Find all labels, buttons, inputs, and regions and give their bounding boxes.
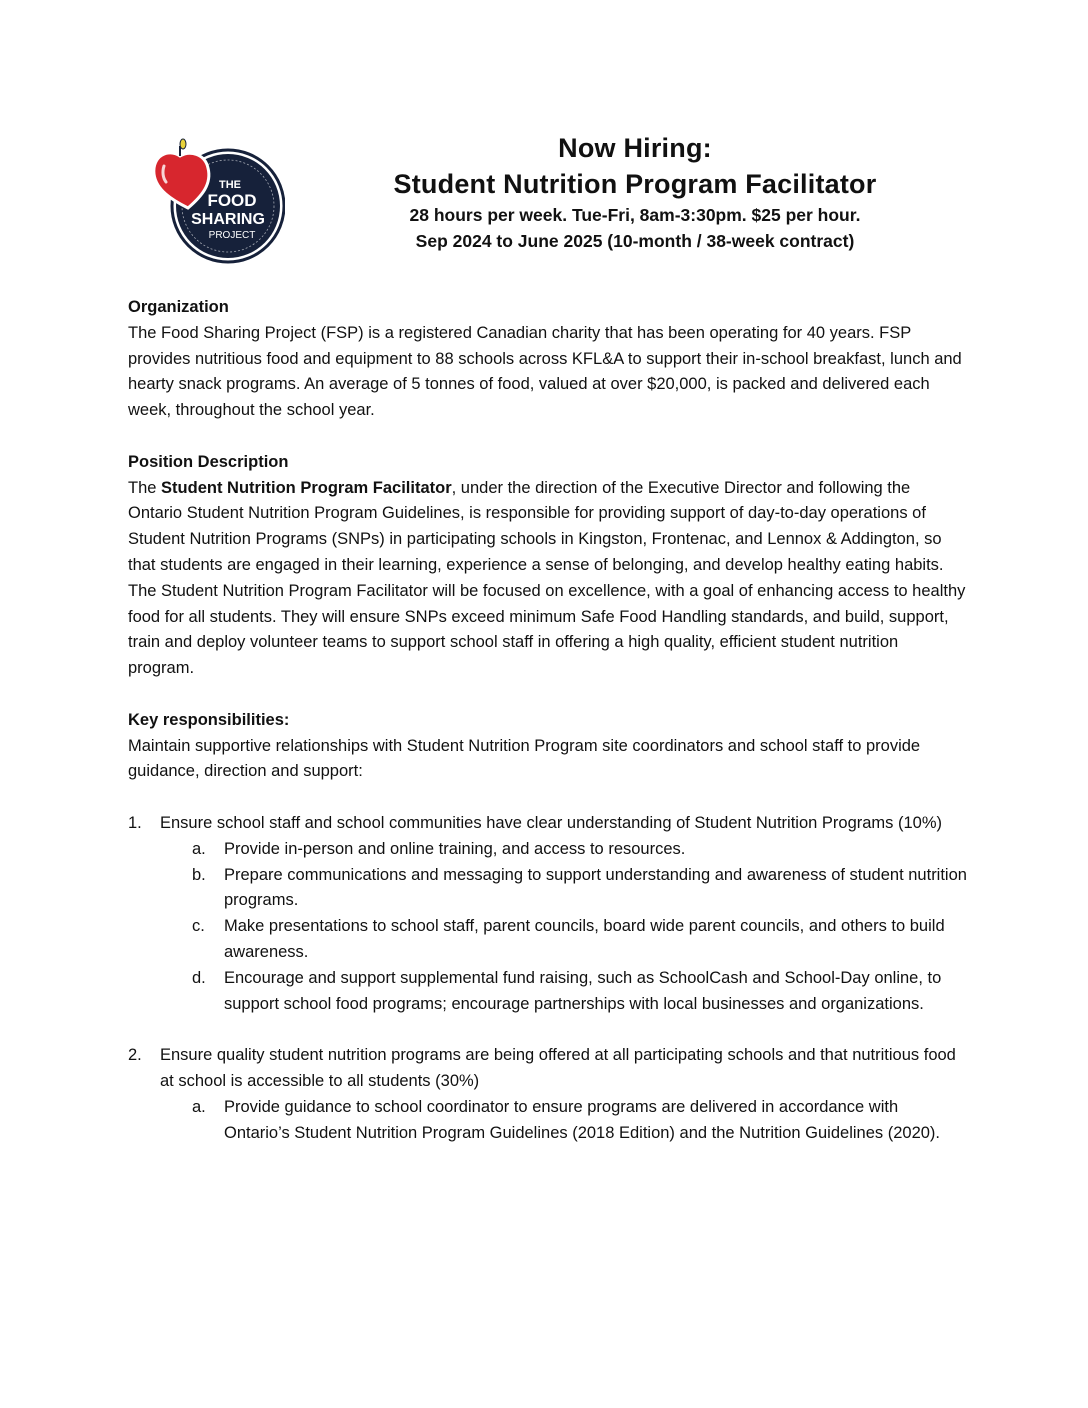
- svg-text:SHARING: SHARING: [191, 211, 265, 228]
- responsibility-subitem: [128, 914, 968, 966]
- subitem-text: Provide in-person and online training, and access to resources.: [224, 839, 686, 858]
- item-text: Ensure school staff and school communities have clear understanding of Student Nutrition Programs (10%): [160, 813, 943, 832]
- responsibility-subitem: [128, 1095, 968, 1147]
- contract-dates-line: Sep 2024 to June 2025 (10-month / 38-week contract): [415, 231, 855, 251]
- svg-text:THE: THE: [219, 179, 241, 191]
- food-sharing-project-logo: [150, 136, 285, 264]
- subitem-letter: b.: [192, 865, 206, 884]
- subitem-letter: c.: [192, 917, 205, 936]
- section-heading: Key responsibilities:: [128, 710, 290, 729]
- position-title-bold: Student Nutrition Program Facilitator: [161, 478, 452, 497]
- item-number: 2.: [128, 1046, 142, 1065]
- subitem-text: Make presentations to school staff, parent councils, board wide parent councils, and others to build awareness.: [224, 917, 945, 961]
- svg-text:FOOD: FOOD: [207, 191, 257, 210]
- responsibilities-intro: Maintain supportive relationships with Student Nutrition Program site coordinators and school staff to provide guidance, direction and support:: [128, 736, 921, 781]
- page-header: [340, 130, 930, 254]
- page-title-line1: Now Hiring:: [558, 133, 712, 163]
- page-title-line2: Student Nutrition Program Facilitator: [393, 169, 877, 199]
- item-number: 1.: [128, 813, 142, 832]
- responsibility-subitem: [128, 863, 968, 915]
- subitem-text: Prepare communications and messaging to support understanding and awareness of student nutrition programs.: [224, 865, 967, 910]
- position-description-section: [128, 450, 968, 682]
- responsibility-subitem: [128, 837, 968, 863]
- section-heading: Position Description: [128, 452, 289, 471]
- section-body: The Student Nutrition Program Facilitator, under the direction of the Executive Director and following the Ontario Student Nutrition Program Guidelines, is responsible for providing support of day-to-day operations of Student Nutrition Programs (SNPs) in participating schools in Kingston, Frontenac, and Lennox & Addington, so that students are engaged in their learning, experience a sense of belonging, and develop healthy eating habits. The Student Nutrition Program Facilitator will be focused on excellence, with a goal of enhancing access to healthy food for all students. They will ensure SNPs exceed minimum Safe Food Handling standards, and build, support, train and deploy volunteer teams to support school staff in offering a high quality, efficient student nutrition program.: [128, 478, 966, 678]
- subitem-letter: a.: [192, 839, 206, 858]
- document-body: [128, 295, 968, 1146]
- responsibility-item: [128, 1043, 968, 1095]
- subitem-letter: d.: [192, 968, 206, 987]
- logo-badge-icon: [150, 136, 285, 264]
- responsibility-item: [128, 811, 968, 837]
- subitem-text: Provide guidance to school coordinator to ensure programs are delivered in accordance with Ontario’s Student Nutrition Program Guidelines (2018 Edition) and the Nutrition Guidelines (2020).: [224, 1097, 941, 1142]
- section-heading: Organization: [128, 298, 229, 316]
- key-responsibilities-section: [128, 708, 968, 1147]
- organization-section: [128, 295, 968, 424]
- section-body: The Food Sharing Project (FSP) is a registered Canadian charity that has been operating for 40 years. FSP provides nutritious food and equipment to 88 schools across KFL&A to support their in-school breakfast, lunch and hearty snack programs. An average of 5 tonnes of food, valued at over $20,000, is packed and delivered each week, throughout the school year.: [128, 323, 962, 420]
- svg-text:PROJECT: PROJECT: [208, 230, 256, 241]
- responsibility-subitem: [128, 966, 968, 1018]
- subitem-text: Encourage and support supplemental fund raising, such as SchoolCash and School-Day online, to support school food programs; encourage partnerships with local businesses and organizations.: [224, 968, 942, 1013]
- subitem-letter: a.: [192, 1097, 206, 1116]
- schedule-line: 28 hours per week. Tue-Fri, 8am-3:30pm. $25 per hour.: [409, 205, 861, 225]
- item-text: Ensure quality student nutrition programs are being offered at all participating schools and that nutritious food at school is accessible to all students (30%): [160, 1046, 956, 1090]
